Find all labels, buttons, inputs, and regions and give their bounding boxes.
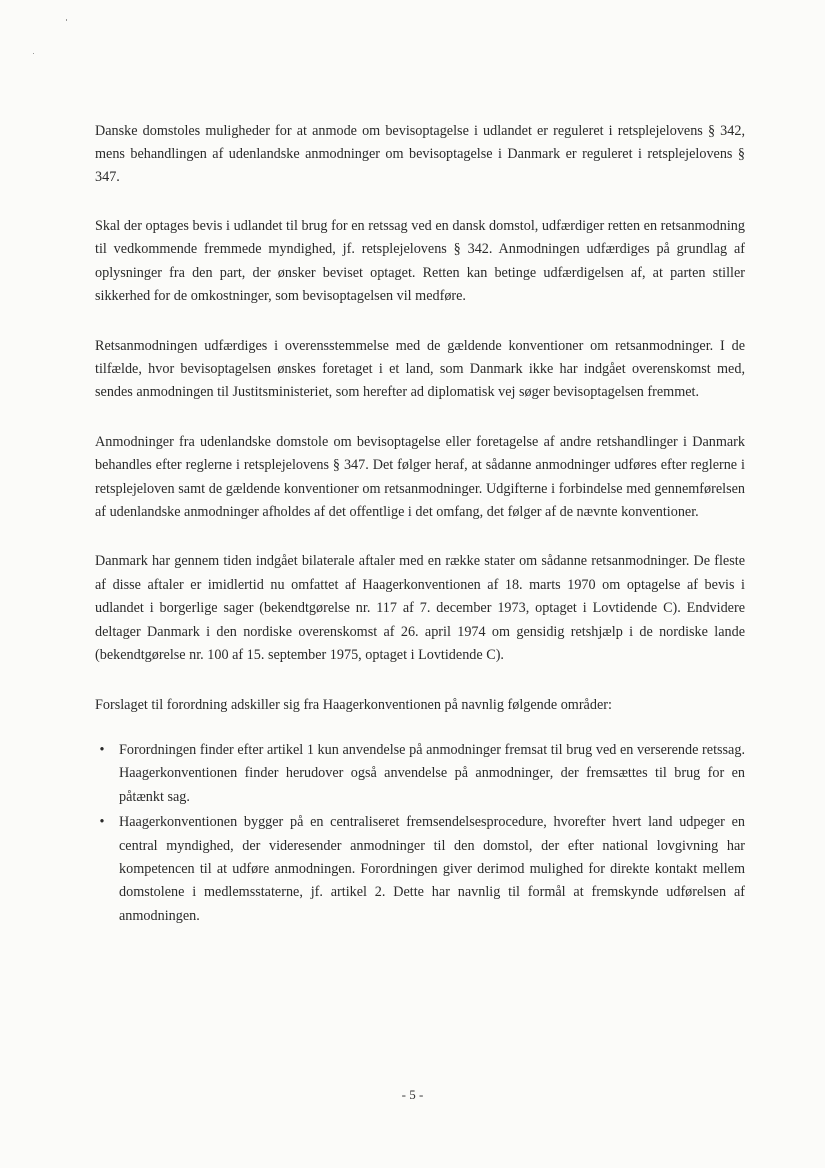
paragraph-6: Forslaget til forordning adskiller sig fra Haagerkonventionen på navnlig følgende områder: <box>95 696 612 713</box>
document-body <box>95 120 745 930</box>
list-item <box>95 811 745 928</box>
paragraph-5: Danmark har gennem tiden indgået bilaterale aftaler med en række stater om sådanne retsanmodninger. De fleste af disse aftaler er imidlertid nu omfattet af Haagerkonventionen af 18. marts 1970 om optagelse af bevis i udlandet i borgerlige sager (bekendtgørelse nr. 117 af 7. december 1973, optaget i Lovtidende C). Endvidere deltager Danmark i den nordiske overenskomst af 26. april 1974 om gensidig retshjælp i de nordiske lande (bekendtgørelse nr. 100 af 15. september 1975, optaget i Lovtidende C). <box>95 553 745 664</box>
bullet-icon: • <box>99 741 105 758</box>
paragraph-1: Danske domstoles muligheder for at anmode om bevisoptagelse i udlandet er reguleret i retsplejelovens § 342, mens behandlingen af udenlandske anmodninger om bevisoptagelse i Danmark er reguleret i retsplejelovens § 347. <box>95 123 745 185</box>
scan-speck <box>66 19 67 21</box>
paragraph-4: Anmodninger fra udenlandske domstole om bevisoptagelse eller foretagelse af andre retshandlinger i Danmark behandles efter reglerne i retsplejelovens § 347. Det følger heraf, at sådanne anmodninger udføres efter reglerne i retsplejeloven samt de gældende konventioner om retsanmodninger. Udgifterne i forbindelse med gennemførelsen af udenlandske anmodninger afholdes af det offentlige i det omfang, det følger af de nævnte konventioner. <box>95 433 745 521</box>
paragraph-2: Skal der optages bevis i udlandet til brug for en retssag ved en dansk domstol, udfærdiger retten en retsanmodning til vedkommende fremmede myndighed, jf. retsplejelovens § 342. Anmodningen udfærdiges på grundlag af oplysninger fra den part, der ønsker beviset optaget. Retten kan betinge udfærdigelsen af, at parten stiller sikkerhed for de omkostninger, som bevisoptagelsen vil medføre. <box>95 218 745 305</box>
list-item <box>95 739 745 809</box>
scan-speck <box>33 53 34 54</box>
list-item-text: Haagerkonventionen bygger på en centraliseret fremsendelsesprocedure, hvorefter hvert land udpeger en central myndighed, der videresender anmodninger til den domstol, der efter national lovgivning har kompetencen til at udføre anmodningen. Forordningen giver derimod mulighed for direkte kontakt mellem domstolene i medlemsstaterne, jf. artikel 2. Dette har navnlig til formål at fremskynde udførelsen af anmodningen. <box>119 814 745 924</box>
paragraph-3: Retsanmodningen udfærdiges i overensstemmelse med de gældende konventioner om retsanmodninger. I de tilfælde, hvor bevisoptagelsen ønskes foretaget i et land, som Danmark ikke har indgået overenskomst med, sendes anmodningen til Justitsministeriet, som herefter ad diplomatisk vej søger bevisoptagelsen fremmet. <box>95 337 745 401</box>
bullet-icon: • <box>99 814 105 831</box>
bullet-list <box>95 739 745 928</box>
page-number: - 5 - <box>401 1087 424 1102</box>
list-item-text: Forordningen finder efter artikel 1 kun anvendelse på anmodninger fremsat til brug ved en verserende retssag. Haagerkonventionen finder herudover også anvendelse på anmodninger, der fremsættes til brug for en påtænkt sag. <box>119 741 745 805</box>
